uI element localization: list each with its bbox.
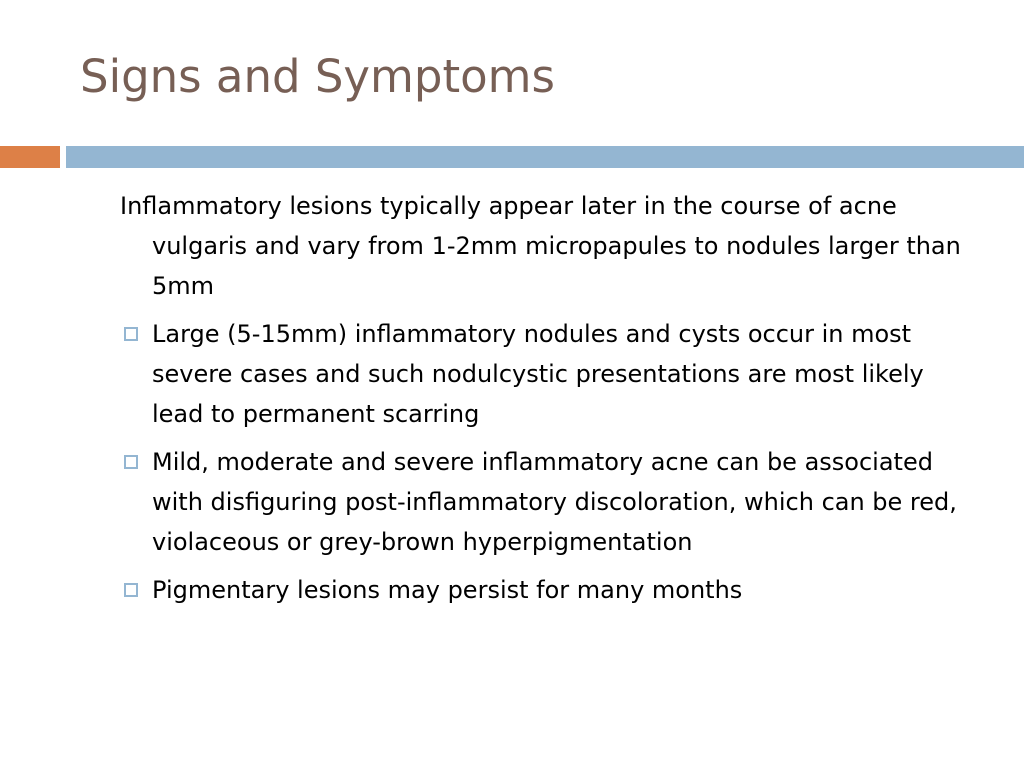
intro-paragraph: Inflammatory lesions typically appear later in the course of acne vulgaris and vary from 1-2mm micropapules to nodules larger than 5mm	[120, 192, 961, 300]
bullet-text: Pigmentary lesions may persist for many months	[152, 576, 743, 604]
slide-content	[120, 186, 980, 618]
accent-bar-blue	[66, 146, 1024, 168]
bullet-item	[120, 442, 980, 562]
bullet-item	[120, 314, 980, 434]
slide-title: Signs and Symptoms	[80, 50, 555, 103]
square-bullet-icon	[124, 583, 138, 597]
bullet-item	[120, 570, 980, 610]
bullet-text: Large (5-15mm) inflammatory nodules and cysts occur in most severe cases and such nodulcystic presentations are most likely lead to permanent scarring	[152, 320, 924, 428]
accent-bar-orange	[0, 146, 60, 168]
square-bullet-icon	[124, 327, 138, 341]
square-bullet-icon	[124, 455, 138, 469]
bullet-text: Mild, moderate and severe inflammatory acne can be associated with disfiguring post-inflammatory discoloration, which can be red, violaceous or grey-brown hyperpigmentation	[152, 448, 957, 556]
